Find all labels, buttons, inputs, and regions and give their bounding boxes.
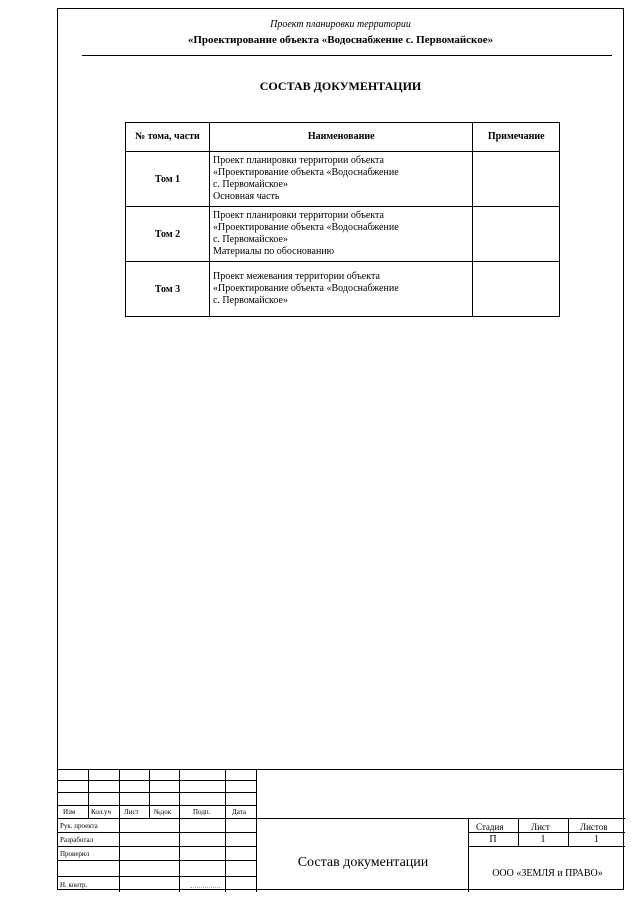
grid-line <box>58 860 256 861</box>
role-checker: Проверил <box>60 850 90 858</box>
header-subtitle: Проект планировки территории <box>270 19 411 30</box>
sheet-value: 1 <box>540 834 546 845</box>
name-cell <box>209 152 472 207</box>
role-project-lead: Рук. проекта <box>60 822 98 830</box>
grid-line <box>225 770 226 892</box>
table-row <box>126 262 560 317</box>
name-line: с. Первомайское» <box>212 179 288 190</box>
role-developer: Разработал <box>60 836 94 844</box>
header-divider <box>82 55 612 56</box>
table-header-row <box>126 123 560 152</box>
grid-line <box>119 770 120 892</box>
col-label-sheet: Лист <box>124 808 139 816</box>
table-row <box>126 152 560 207</box>
col-label-count: Кол.уч <box>91 808 111 816</box>
grid-line <box>88 770 89 818</box>
volume-cell: Том 1 <box>126 152 210 207</box>
note-cell <box>473 262 560 317</box>
col-volume: № тома, части <box>126 123 210 152</box>
table-row <box>126 207 560 262</box>
stage-label: Стадия <box>476 822 504 832</box>
name-line: «Проектирование объекта «Водоснабжение <box>212 167 399 178</box>
name-line: Проект планировки территории объекта <box>212 155 384 166</box>
sheets-value: 1 <box>594 834 599 845</box>
page-frame <box>57 8 624 890</box>
note-cell <box>473 152 560 207</box>
grid-line <box>58 805 256 806</box>
role-norm-control: Н. контр. <box>60 881 88 889</box>
col-note: Примечание <box>473 123 560 152</box>
grid-line <box>468 832 625 833</box>
grid-line <box>58 832 256 833</box>
header-title: «Проектирование объекта «Водоснабжение с. Первомайское» <box>187 34 494 46</box>
col-label-change: Изм <box>63 808 76 816</box>
name-line: Основная часть <box>212 191 280 202</box>
col-label-signature: Подп. <box>193 808 211 816</box>
grid-line <box>58 792 256 793</box>
grid-line <box>149 770 150 818</box>
name-line: с. Первомайское» <box>212 295 288 306</box>
title-block <box>58 769 623 892</box>
col-name: Наименование <box>209 123 472 152</box>
name-line: Проект межевания территории объекта <box>212 271 380 282</box>
grid-line <box>58 876 256 877</box>
name-line: «Проектирование объекта «Водоснабжение <box>212 222 399 233</box>
organization-name: ООО «ЗЕМЛЯ и ПРАВО» <box>492 868 603 879</box>
name-line: «Проектирование объекта «Водоснабжение <box>212 283 399 294</box>
sheet-label: Лист <box>531 822 550 832</box>
grid-line <box>58 818 625 819</box>
grid-line <box>58 780 256 781</box>
name-line: с. Первомайское» <box>212 234 288 245</box>
volume-cell: Том 2 <box>126 207 210 262</box>
name-cell <box>209 207 472 262</box>
grid-line <box>468 818 469 892</box>
note-cell <box>473 207 560 262</box>
signature-mark <box>190 879 220 888</box>
name-line: Материалы по обоснованию <box>212 246 335 257</box>
col-label-date: Дата <box>232 808 246 816</box>
contents-table <box>125 122 560 317</box>
grid-line <box>468 846 625 847</box>
name-cell <box>209 262 472 317</box>
volume-cell: Том 3 <box>126 262 210 317</box>
grid-line <box>179 770 180 892</box>
stage-value: П <box>489 834 497 845</box>
sheets-label: Листов <box>580 822 608 832</box>
document-title: СОСТАВ ДОКУМЕНТАЦИИ <box>259 79 422 93</box>
col-label-docnum: №док <box>154 808 172 816</box>
sheet-title: Состав документации <box>297 855 429 870</box>
grid-line <box>256 770 257 892</box>
grid-line <box>58 846 256 847</box>
name-line: Проект планировки территории объекта <box>212 210 384 221</box>
